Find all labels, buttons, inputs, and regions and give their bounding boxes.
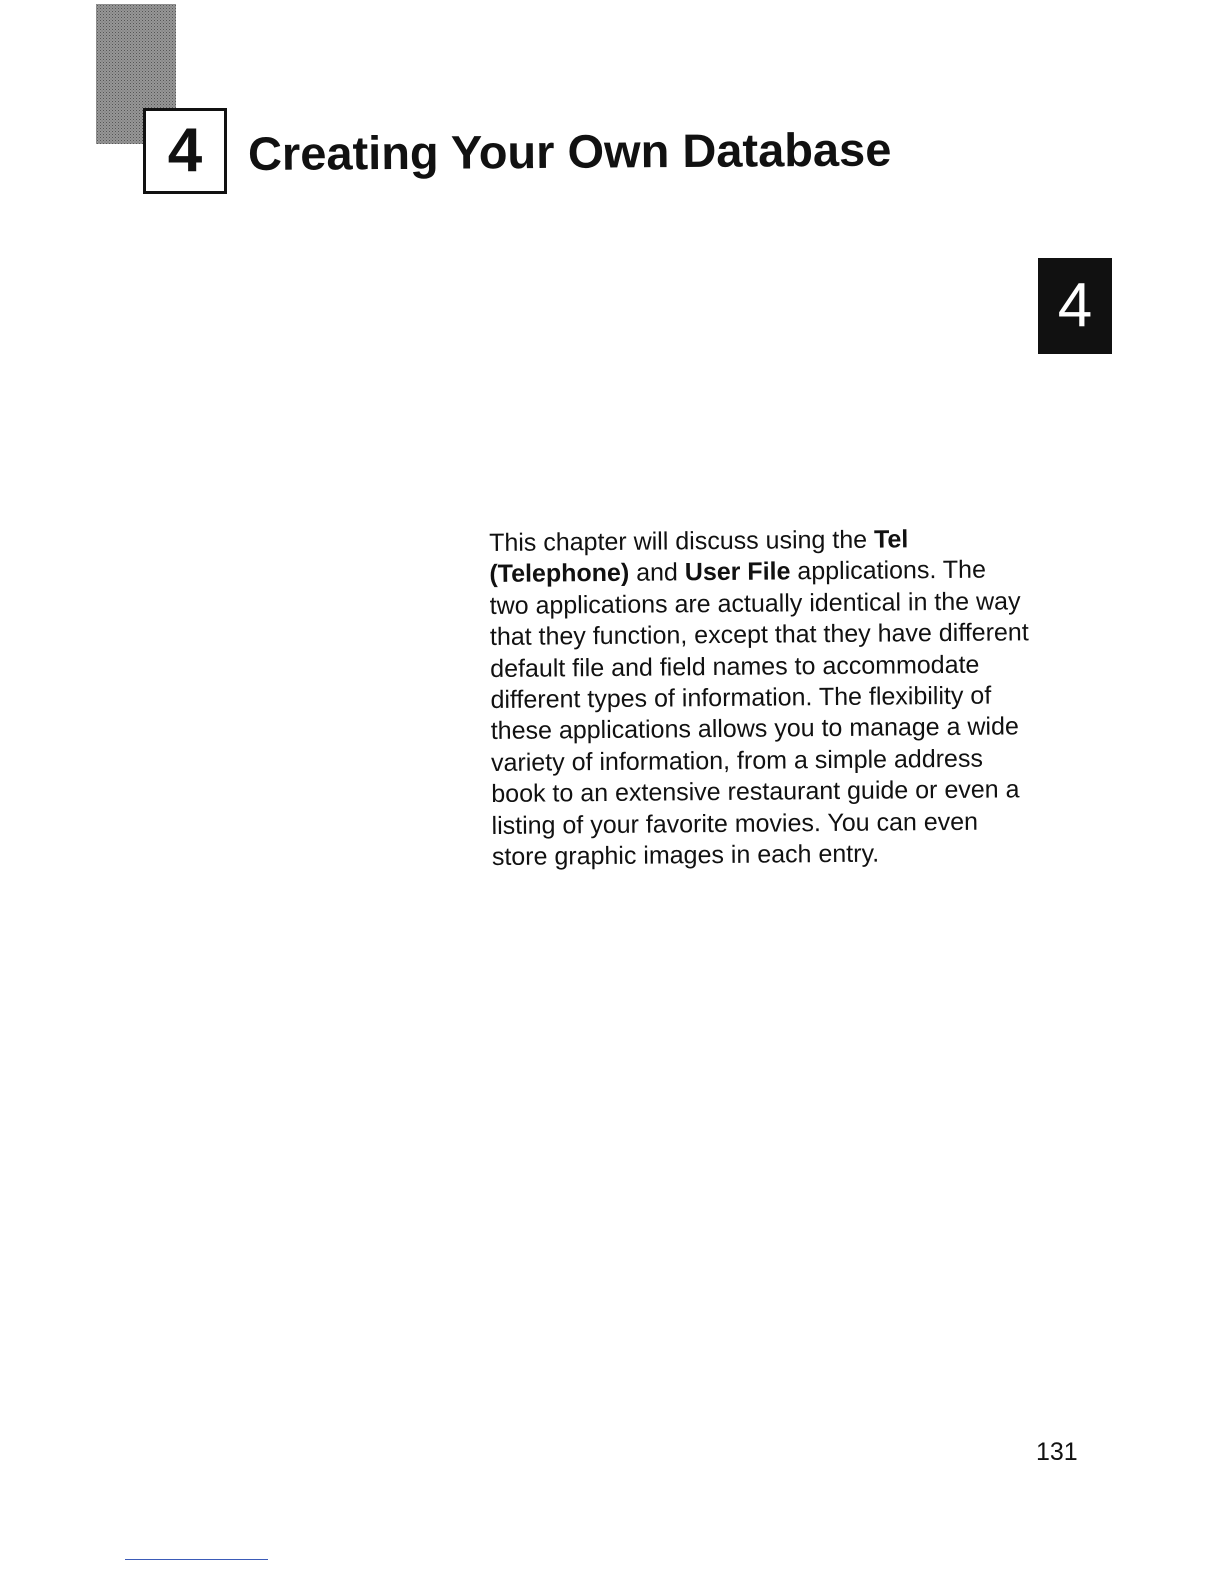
page-number: 131	[1036, 1438, 1078, 1466]
intro-and: and	[629, 558, 685, 588]
chapter-side-tab	[1038, 258, 1112, 354]
intro-paragraph	[489, 523, 1032, 873]
intro-rest: applications. The two applications are actually identical in the way that they function, except that they have different default file and field names to accommodate different types of information. The flexibility of these applications allows you to manage a wide variety of information, from a simple address book to an extensive restaurant guide or even a listing of your favorite movies. You can even store graphic images in each entry.	[489, 556, 1029, 872]
chapter-number-box	[143, 108, 227, 194]
side-tab-label: 4	[1057, 271, 1093, 340]
intro-lead: This chapter will discuss using the	[489, 525, 875, 557]
term-telephone: (Telephone)	[489, 559, 630, 589]
chapter-number: 4	[167, 116, 203, 185]
term-user-file: User File	[684, 557, 791, 587]
footer-rule	[125, 1559, 268, 1560]
term-tel: Tel	[873, 525, 909, 554]
chapter-title: Creating Your Own Database	[247, 122, 892, 180]
